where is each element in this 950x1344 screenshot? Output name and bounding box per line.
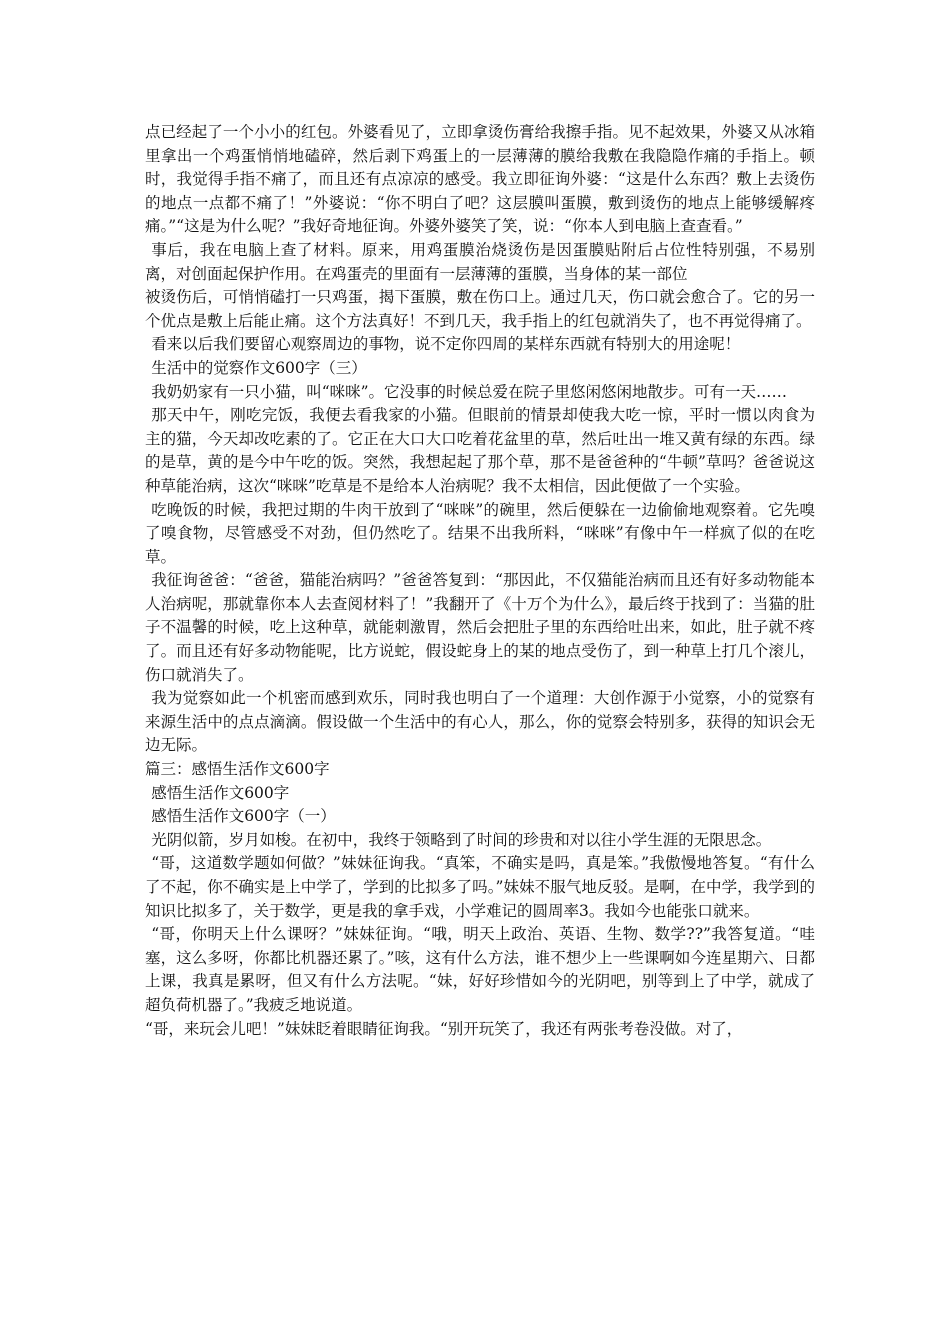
section-heading: 感悟生活作文600字	[151, 783, 290, 802]
paragraph: “哥，这道数学题如何做？”妹妹征询我。“真笨，不确实是吗，真是笨。”我傲慢地答复。“有什么了不起，你不确实是上中学了，学到的比拟多了吗。”妹妹不服气地反驳。是啊，在中学，我学到的知识比拟多了，关于数学，更是我的拿手戏，小学难记的圆周率3。我如今也能张口就来。	[145, 854, 815, 920]
paragraph: 点已经起了一个小小的红包。外婆看见了，立即拿烫伤膏给我擦手指。见不起效果，外婆又从冰箱里拿出一个鸡蛋悄悄地磕碎，然后剥下鸡蛋上的一层薄薄的膜给我敷在我隐隐作痛的手指上。顿时，我觉得手指不痛了，而且还有点凉凉的感受。我立即征询外婆：“这是什么东西？敷上去烫伤的地点一点都不痛了！”外婆说：“你不明白了吧？这层膜叫蛋膜，敷到烫伤的地点上能够缓解疼痛。”“这是为什么呢？”我好奇地征询。外婆外婆笑了笑，说：“你本人到电脑上查查看。”	[145, 123, 815, 236]
section-heading: 生活中的觉察作文600字（三）	[151, 358, 367, 377]
paragraph: 事后，我在电脑上查了材料。原来，用鸡蛋膜治烧烫伤是因蛋膜贴附后占位性特别强，不易别离，对创面起保护作用。在鸡蛋壳的里面有一层薄薄的蛋膜，当身体的某一部位	[145, 240, 815, 283]
paragraph: 吃晚饭的时候，我把过期的牛肉干放到了“咪咪”的碗里，然后便躲在一边偷偷地观察着。它先嗅了嗅食物，尽管感受不对劲，但仍然吃了。结果不出我所料，“咪咪”有像中午一样疯了似的在吃草。	[145, 500, 815, 566]
document-body	[145, 121, 815, 1041]
paragraph: “哥，来玩会儿吧！”妹妹眨着眼睛征询我。“别开玩笑了，我还有两张考卷没做。对了，	[145, 1019, 743, 1038]
paragraph: 光阴似箭，岁月如梭。在初中，我终于领略到了时间的珍贵和对以往小学生涯的无限思念。	[151, 830, 772, 849]
paragraph: 我为觉察如此一个机密而感到欢乐，同时我也明白了一个道理：大创作源于小觉察，小的觉察有来源生活中的点点滴滴。假设做一个生活中的有心人，那么，你的觉察会特别多，获得的知识会无边无际。	[145, 689, 815, 755]
paragraph: 我征询爸爸：“爸爸，猫能治病吗？”爸爸答复到：“那因此，不仅猫能治病而且还有好多动物能本人治病呢，那就靠你本人去查阅材料了！”我翻开了《十万个为什么》，最后终于找到了：当猫的肚子不温馨的时候，吃上这种草，就能刺激胃，然后会把肚子里的东西给吐出来，如此，肚子就不疼了。而且还有好多动物能呢，比方说蛇，假设蛇身上的某的地点受伤了，到一种草上打几个滚儿，伤口就消失了。	[145, 571, 815, 684]
paragraph: 看来以后我们要留心观察周边的事物，说不定你四周的某样东西就有特别大的用途呢！	[151, 335, 741, 354]
paragraph: “哥，你明天上什么课呀？”妹妹征询。“哦，明天上政治、英语、生物、数学??”我答复道。“哇塞，这么多呀，你都比机器还累了。”咳，这有什么方法，谁不想少上一些课啊如今连星期六、日都上课，我真是累呀，但又有什么方法呢。“妹，好好珍惜如今的光阴吧，别等到上了中学，就成了超负荷机器了。”我疲乏地说道。	[145, 925, 815, 1014]
chapter-heading: 篇三：感悟生活作文600字	[145, 760, 330, 779]
paragraph: 被烫伤后，可悄悄磕打一只鸡蛋，揭下蛋膜，敷在伤口上。通过几天，伤口就会愈合了。它的另一个优点是敷上后能止痛。这个方法真好！不到几天，我手指上的红包就消失了，也不再觉得痛了。	[145, 288, 815, 330]
paragraph: 那天中午，刚吃完饭，我便去看我家的小猫。但眼前的情景却使我大吃一惊，平时一惯以肉食为主的猫，今天却改吃素的了。它正在大口大口吃着花盆里的草，然后吐出一堆又黄有绿的东西。绿的是草，黄的是今中午吃的饭。突然，我想起起了那个草，那不是爸爸种的“牛顿”草吗？爸爸说这种草能治病，这次“咪咪”吃草是不是给本人治病呢？我不太相信，因此便做了一个实验。	[145, 406, 815, 495]
section-heading: 感悟生活作文600字（一）	[151, 807, 336, 826]
paragraph: 我奶奶家有一只小猫，叫“咪咪”。它没事的时候总爱在院子里悠闲悠闲地散步。可有一天……	[151, 382, 788, 401]
